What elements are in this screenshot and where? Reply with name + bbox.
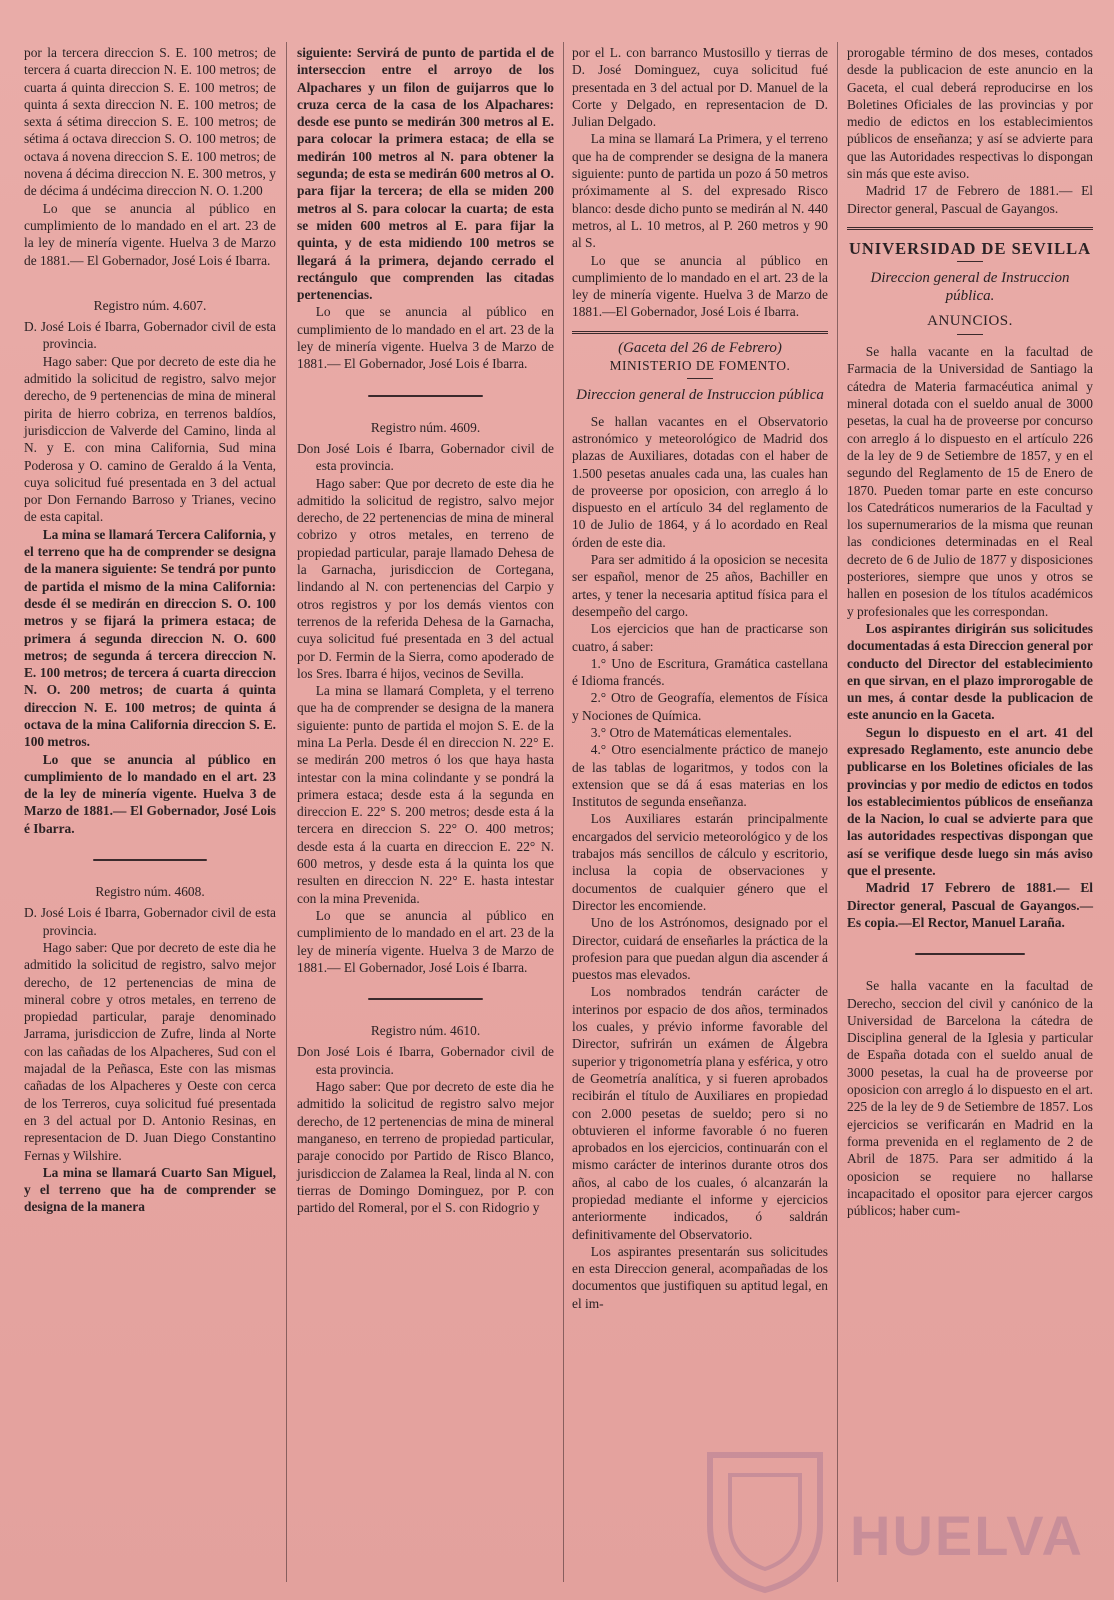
column-rule [286, 42, 287, 1582]
paragraph: Hago saber: Que por decreto de este dia he admitido la solicitud de registro salvo mejor derecho, de 12 pertenencias de mina de mineral manganeso, en terreno de propiedad particular, paraje conocido por Partido de Risco Blanco, jurisdiccion de Zalamea la Real, linda al N. con tierras de Domingo Dominguez, por P. con partido del Romeral, por el S. con Ridogrio y [297, 1079, 554, 1216]
ministerio-heading: MINISTERIO DE FOMENTO. [609, 358, 791, 374]
paragraph: Los Auxiliares estarán principalmente encargados del servicio meteorológico y de los trabajos más sencillos de cálculo y escritorio, inclusa la copia de observaciones y documentos de cualquier género que el Director les encomiende. [572, 811, 828, 913]
column-3 [566, 44, 834, 1590]
paragraph: Lo que se anuncia al público en cumplimiento de lo mandado en el art. 23 de la ley de minería vigente. Huelva 3 de Marzo de 1881.— El Gobernador, José Lois é Ibarra. [24, 200, 276, 268]
paragraph: Se hallan vacantes en el Observatorio astronómico y meteorológico de Madrid dos plazas de Auxiliares, dotadas con el haber de 1.500 pesetas anuales cada una, las cuales han de proveerse por oposicion, con arreglo á lo dispuesto en el artículo 34 del reglamento de 10 de Julio de 1864, y á lo acordado en Real órden de este dia. [572, 413, 828, 550]
universidad-heading: UNIVERSIDAD DE SEVILLA [848, 238, 1092, 258]
list-item: 2.° Otro de Geografía, elementos de Física y Nociones de Química. [572, 690, 828, 723]
paragraph: La mina se llamará Cuarto San Miguel, y el terreno que ha de comprender se designa de la manera [24, 1164, 276, 1215]
list-item: 4.° Otro esencialmente práctico de manejo de las tablas de logaritmos, y todos con la extension que se dá á esas materias en los Institutos de segunda enseñanza. [572, 742, 828, 810]
paragraph: La mina se llamará La Primera, y el terreno que ha de comprender se designa de la manera siguiente: punto de partida un pozo á 50 metros próximamente al S. del expresado Risco blanco: desde dicho punto se medirán al N. 440 metros, al L. 10 metros, al P. 260 metros y 90 al S. [572, 131, 828, 251]
registro-title: Registro núm. 4609. [370, 419, 481, 435]
paragraph: prorogable término de dos meses, contados desde la publicacion de este anuncio en la Gaceta, el cual deberá reproducirse en los Boletines Oficiales de las provincias y por medio de edictos en los establecimientos públicos de enseñanza; y así se advierte para que las Autoridades respectivas lo dispongan sin más que este aviso. [847, 45, 1093, 182]
separator [957, 261, 983, 262]
anuncios-heading: ANUNCIOS. [927, 312, 1013, 329]
watermark-text: HUELVA [850, 1504, 1084, 1567]
registro-title: Registro núm. 4.607. [93, 297, 207, 313]
paragraph: La mina se llamará Completa, y el terreno que ha de comprender se designa de la manera siguiente: punto de partida el mojon S. E. de la mina La Perla. Desde él en direccion N. 22° E. se medirán 200 metros ó los que haya hasta intestar con la mina colindante y se pondrá la primera estaca; desde esta á la segunda en direccion E. 22° S. 200 metros; desde esta á la tercera en direccion S. 22° O. 400 metros; desde esta á la cuarta en direccion E. 22° N. 600 metros, y desde esta á la quinta los que resulten en direccion N. 22° E. hasta intestar con la mina Prevenida. [297, 683, 554, 906]
column-rule [563, 42, 564, 1582]
paragraph: Para ser admitido á la oposicion se necesita ser español, menor de 25 años, Bachiller en artes, y tener la necesaria aptitud física para el desempeño del cargo. [572, 552, 828, 619]
separator [687, 378, 713, 379]
registro-title: Registro núm. 4610. [370, 1023, 481, 1039]
registro-intro: Don José Lois é Ibarra, Gobernador civil de esta provincia. [297, 1044, 554, 1077]
paragraph: Hago saber: Que por decreto de este dia he admitido la solicitud de registro, salvo mejor derecho, de 22 pertenencias de mina de mineral cobrizo y otros metales, en terreno de propiedad particular, paraje llamado Dehesa de la Garnacha, jurisdiccion de Cortegana, lindando al N. con pertenencias del Carpio y otros registros y por los demás vientos con terrenos de la referida Dehesa de la Garnacha, cuya solicitud fué presentada en 3 del actual por D. Fermin de la Sierra, como apoderado de los Sres. Ibarra é hijos, vecinos de Sevilla. [297, 475, 554, 681]
separator [368, 395, 484, 397]
paragraph: por el L. con barranco Mustosillo y tierras de D. José Dominguez, cuya solicitud fué presentada en 3 del actual por D. Manuel de la Corte y Delgado, en representacion de D. Julian Delgado. [572, 45, 828, 130]
double-rule [572, 331, 828, 334]
gaceta-date: (Gaceta del 26 de Febrero) [618, 339, 782, 356]
paragraph: Los aspirantes presentarán sus solicitudes en esta Direccion general, acompañadas de los documentos que justifiquen su aptitud legal, en el im- [572, 1243, 828, 1311]
separator [93, 859, 206, 861]
paragraph: Se halla vacante en la facultad de Derecho, seccion del civil y canónico de la Universidad de Barcelona la cátedra de Disciplina general de la Iglesia y particular de España dotada con el sueldo anual de 3000 pesetas, la cual ha de proveerse por oposicion con arreglo á lo dispuesto en el art. 225 de la ley de 9 de Setiembre de 1857. Los ejercicios se verificarán en Madrid en la forma prevenida en el reglamento de 2 de Abril de 1875. Para ser admitido á la oposicion se requiere no hallarse incapacitado el opositor para ejercer cargos públicos; haber cum- [847, 978, 1093, 1219]
paragraph: Lo que se anuncia al público en cumplimiento de lo mandado en el art. 23 de la ley de minería vigente. Huelva 3 de Marzo de 1881.— El Gobernador, José Lois é Ibarra. [297, 907, 554, 975]
direccion-heading: Direccion general de Instruccion pública. [870, 270, 1070, 304]
column-2 [291, 44, 560, 1590]
separator [957, 334, 983, 335]
paragraph: Se halla vacante en la facultad de Farmacia de la Universidad de Santiago la cátedra de Materia farmacéutica animal y mineral dotada con el sueldo anual de 3000 pesetas, la cual ha de proveerse por concurso con arreglo á lo dispuesto en el artículo 226 de la ley de 9 de Setiembre de 1857, y en el segundo del Reglamento de 15 de Enero de 1870. Pueden tomar parte en este concurso los Catedráticos numerarios de la Facultad y los supernumerarios de la misma que reunan las condiciones determinadas en el Real decreto de 6 de Julio de 1877 y disposiciones posteriores, siempre que unos y otros se hallen en posesion de los títulos académicos y profesionales que les correspondan. [847, 344, 1093, 619]
column-1 [18, 44, 282, 1590]
paragraph: siguiente: Servirá de punto de partida el de interseccion entre el arroyo de los Alpachares y un filon de guijarros que lo cruza cerca de la casa de los Alpachares: desde ese punto se medirán 300 metros al E. para colocar la primera estaca; de ella se medirán 100 metros al N. para obtener la segunda; de esta se medirán 600 metros al O. para fijar la tercera; de ella se miden 200 metros al S. para colocar la cuarta; de esta se miden 600 metros al E. para fijar la quinta, y de esta midiendo 100 metros se llegará á la primera, dejando cerrado el rectángulo que comprenden las citadas pertenencias. [297, 45, 554, 303]
list-item: 1.° Uno de Escritura, Gramática castellana é Idioma francés. [572, 655, 828, 689]
double-rule [847, 227, 1093, 230]
paragraph: Lo que se anuncia al público en cumplimiento de lo mandado en el art. 23 de la ley de minería vigente. Huelva 3 de Marzo de 1881.— El Gobernador, José Lois é Ibarra. [24, 751, 276, 836]
list-item: 3.° Otro de Matemáticas elementales. [590, 724, 792, 740]
direccion-heading: Direccion general de Instruccion pública [576, 387, 824, 404]
paragraph: Los ejercicios que han de practicarse son cuatro, á saber: [572, 621, 828, 654]
paragraph: Lo que se anuncia al público en cumplimiento de lo mandado en el art. 23 de la ley de minería vigente. Huelva 3 de Marzo de 1881.— El Gobernador, José Lois é Ibarra. [297, 304, 554, 372]
paragraph: Madrid 17 Febrero de 1881.— El Director general, Pascual de Gayangos.—Es copia.—El Rector, Manuel Laraña. [847, 880, 1093, 930]
paragraph: por la tercera direccion S. E. 100 metros; de tercera á cuarta direccion N. E. 100 metros; de cuarta á quinta direccion S. E. 100 metros; de quinta á sexta direccion N. E. 100 metros; de sexta á sétima direccion S. E. 100 metros; de sétima á octava direccion S. O. 100 metros; de octava á novena direccion S. E. 100 metros; de novena á décima direccion N. E. 300 metros, y de décima á undécima direccion N. O. 1.200 [24, 45, 276, 199]
registro-title: Registro núm. 4608. [95, 884, 205, 900]
column-4 [841, 44, 1099, 1590]
paragraph: Uno de los Astrónomos, designado por el Director, cuidará de enseñarles la práctica de la profesion para que puedan algun dia ascender á puestos mas elevados. [572, 915, 828, 983]
paragraph: Hago saber: Que por decreto de este dia he admitido la solicitud de registro, salvo mejor derecho, de 9 pertenencias de mina de mineral pirita de hierro cobriza, en terrenos baldíos, jurisdiccion de Valverde del Camino, linda al N. y E. con mina California, Sud mina Poderosa y O. camino de Geraldo á la Venta, cuya solicitud fué presentada en 3 del actual por Don Fernando Barroso y Trianes, vecino de esta capital. [24, 353, 276, 525]
paragraph: La mina se llamará Tercera California, y el terreno que ha de comprender se designa de la manera siguiente: Se tendrá por punto de partida el mismo de la mina California: desde él se medirán en direccion S. O. 100 metros y se fijará la primera estaca; de primera á segunda direccion N. O. 600 metros; de segunda á tercera direccion N. E. 100 metros; de tercera á cuarta direccion N. O. 200 metros; de cuarta á quinta direccion N. E. 100 metros; de quinta á octava de la mina California direccion S. E. 100 metros. [24, 526, 276, 750]
column-rule [837, 42, 838, 1582]
paragraph: Segun lo dispuesto en el art. 41 del expresado Reglamento, este anuncio debe publicarse en los Boletines oficiales de las provincias y por medio de edictos en todos los establecimientos públicos de enseñanza de la Nacion, lo cual se advierte para que las autoridades respectivas dispongan que así se verifique desde luego sin más aviso que el presente. [847, 724, 1093, 879]
paragraph: Los nombrados tendrán carácter de interinos por espacio de dos años, terminados los cuales, y prévio informe favorable del Director, sufrirán un exámen de Álgebra superior y trigonometría plana y esférica, y otro de Geometría analítica, y si fueren aprobados recibirán el título de Auxiliares en propiedad con 2.000 pesetas de sueldo; pero si no obtuvieren el informe favorable ó no fueren aprobados en los ejercicios, continuarán con el mismo carácter de interinos durante otros dos años, al cabo de los cuales, ó alcanzarán la propiedad mediante el informe y ejercicios anteriormente indicados, ó saldrán definitivamente del Observatorio. [572, 984, 828, 1242]
registro-intro: D. José Lois é Ibarra, Gobernador civil de esta provincia. [24, 905, 276, 938]
registro-intro: Don José Lois é Ibarra, Gobernador civil de esta provincia. [297, 440, 554, 474]
separator [915, 953, 1026, 955]
paragraph: Los aspirantes dirigirán sus solicitudes documentadas á esta Direccion general por conducto del Director del establecimiento en que sirvan, en el plazo improrogable de un mes, á contar desde la publicacion de este anuncio en la Gaceta. [847, 620, 1093, 723]
paragraph: Lo que se anuncia al público en cumplimiento de lo mandado en el art. 23 de la ley de minería vigente. Huelva 3 de Marzo de 1881.—El Gobernador, José Lois é Ibarra. [572, 252, 828, 320]
separator [368, 998, 484, 1000]
paragraph: Madrid 17 de Febrero de 1881.— El Director general, Pascual de Gayangos. [847, 183, 1093, 216]
paragraph: Hago saber: Que por decreto de este dia he admitido la solicitud de registro, salvo mejor derecho, de 12 pertenencias de mina de mineral cobre y otros metales, en terreno de propiedad particular, paraje denominado Jarrama, jurisdiccion de Zufre, linda al Norte con las cañadas de los Alpacheres, Sud con el majadal de la Peñasca, Este con las mismas cañadas de los Alpacheres y Oeste con cerca de los Terreros, cuya solicitud fué presentada en 3 del actual por D. Antonio Resinas, en representacion de D. Juan Diego Constantino Fernas y Wilshire. [24, 939, 276, 1163]
registro-intro: D. José Lois é Ibarra, Gobernador civil de esta provincia. [24, 319, 276, 352]
